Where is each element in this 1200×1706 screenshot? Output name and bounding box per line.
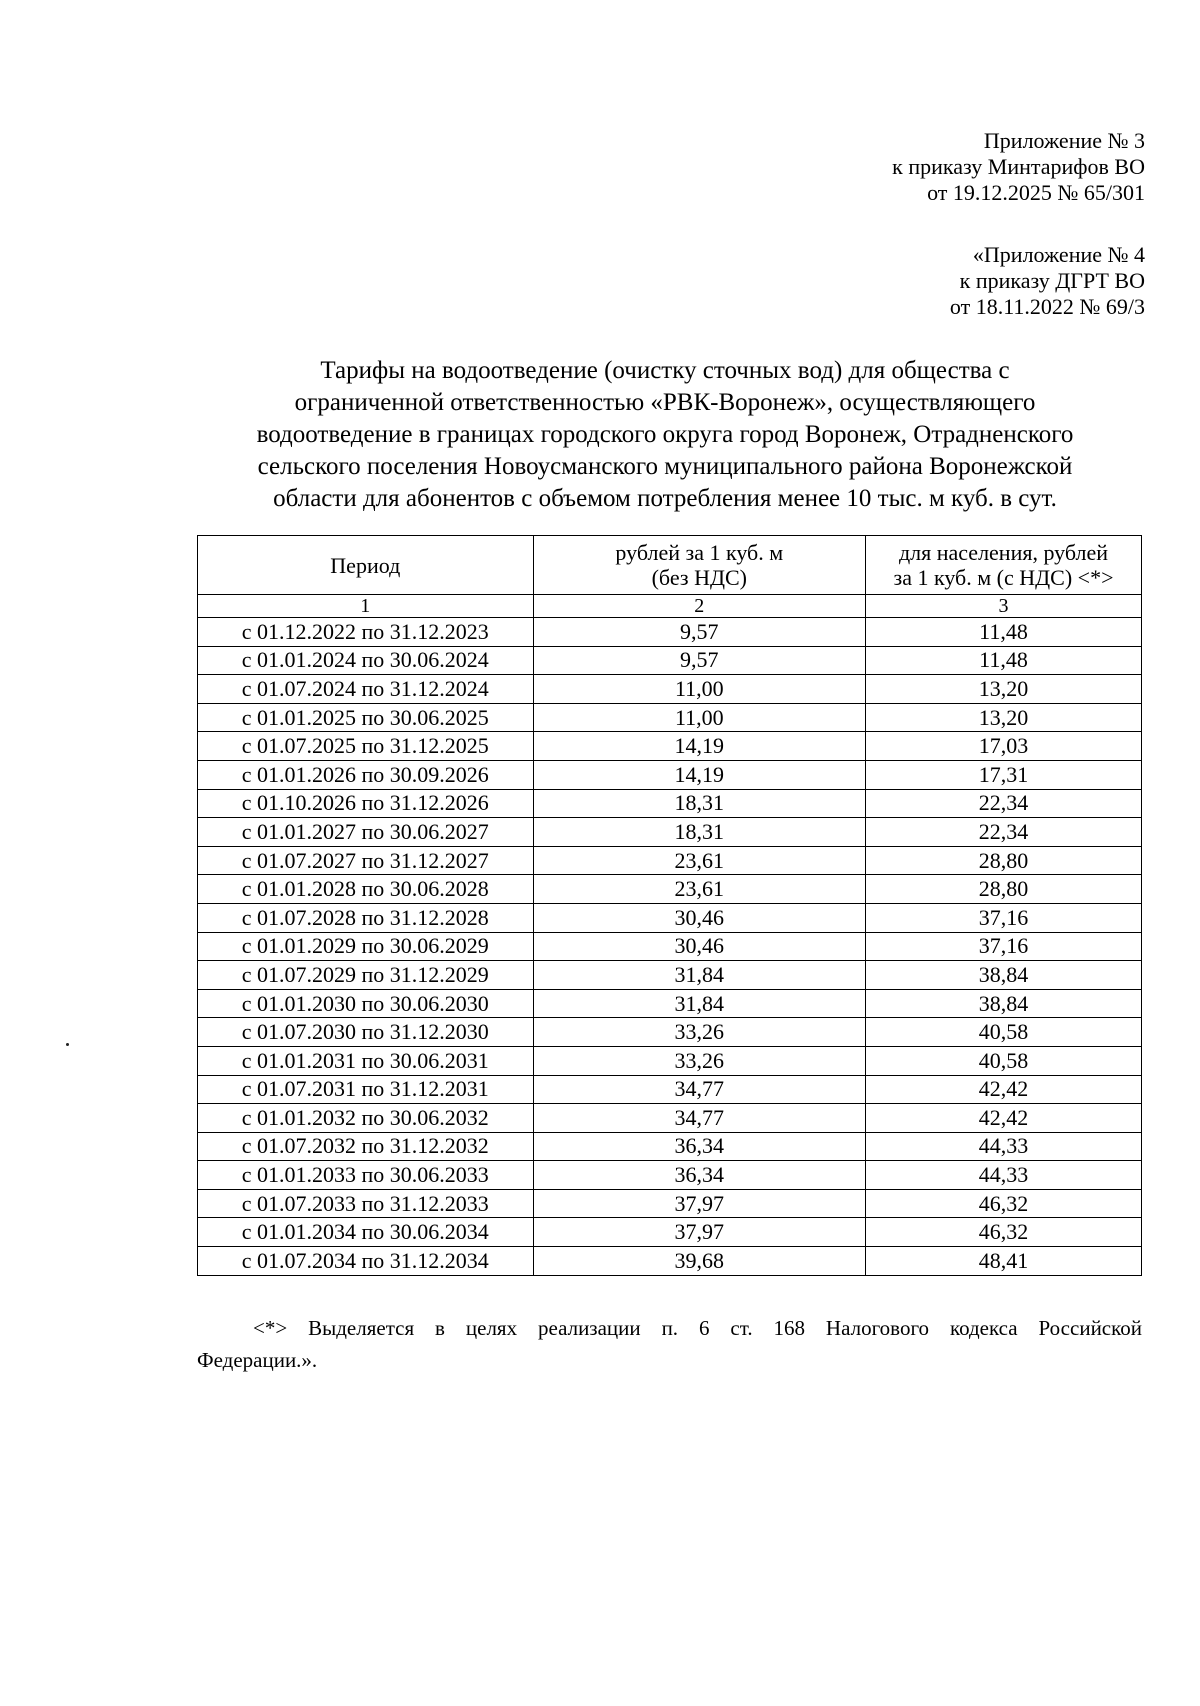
cell-no-vat: 14,19 xyxy=(533,760,865,789)
cell-period: с 01.07.2034 по 31.12.2034 xyxy=(198,1247,534,1276)
cell-with-vat: 37,16 xyxy=(866,932,1142,961)
table-row xyxy=(198,1189,1142,1218)
cell-period: с 01.01.2026 по 30.09.2026 xyxy=(198,760,534,789)
cell-no-vat: 11,00 xyxy=(533,703,865,732)
cell-with-vat: 28,80 xyxy=(866,875,1142,904)
annex-previous-header xyxy=(950,242,1145,320)
cell-with-vat: 11,48 xyxy=(866,646,1142,675)
column-number: 1 xyxy=(198,595,534,618)
cell-with-vat: 38,84 xyxy=(866,989,1142,1018)
cell-period: с 01.01.2032 по 30.06.2032 xyxy=(198,1104,534,1133)
cell-with-vat: 40,58 xyxy=(866,1018,1142,1047)
cell-period: с 01.07.2027 по 31.12.2027 xyxy=(198,846,534,875)
cell-no-vat: 36,34 xyxy=(533,1132,865,1161)
annex-current-line2: к приказу Минтарифов ВО xyxy=(892,154,1145,179)
cell-with-vat: 46,32 xyxy=(866,1218,1142,1247)
header-no-vat xyxy=(533,536,865,595)
cell-with-vat: 17,31 xyxy=(866,760,1142,789)
header-period xyxy=(198,536,534,595)
header-no-vat-line2: (без НДС) xyxy=(651,565,747,590)
table-row xyxy=(198,903,1142,932)
cell-no-vat: 18,31 xyxy=(533,818,865,847)
cell-no-vat: 9,57 xyxy=(533,618,865,647)
table-row xyxy=(198,732,1142,761)
cell-with-vat: 38,84 xyxy=(866,961,1142,990)
cell-no-vat: 18,31 xyxy=(533,789,865,818)
cell-with-vat: 13,20 xyxy=(866,703,1142,732)
cell-with-vat: 44,33 xyxy=(866,1132,1142,1161)
cell-period: с 01.01.2024 по 30.06.2024 xyxy=(198,646,534,675)
cell-with-vat: 37,16 xyxy=(866,903,1142,932)
column-number-row xyxy=(198,595,1142,618)
cell-no-vat: 30,46 xyxy=(533,932,865,961)
annex-current-header xyxy=(892,128,1145,206)
footnote xyxy=(197,1312,1142,1376)
table-row xyxy=(198,1132,1142,1161)
annex-previous-line3: от 18.11.2022 № 69/3 xyxy=(949,294,1145,319)
cell-with-vat: 22,34 xyxy=(866,789,1142,818)
table-body xyxy=(198,618,1142,1276)
header-period-label: Период xyxy=(330,552,401,578)
cell-with-vat: 46,32 xyxy=(866,1189,1142,1218)
title-line: Тарифы на водоотведение (очистку сточных вод) для общества с xyxy=(320,357,1010,384)
table-row xyxy=(198,675,1142,704)
cell-no-vat: 14,19 xyxy=(533,732,865,761)
annex-current-line1: Приложение № 3 xyxy=(983,128,1145,153)
cell-no-vat: 23,61 xyxy=(533,846,865,875)
table-row xyxy=(198,818,1142,847)
table-row xyxy=(198,703,1142,732)
cell-period: с 01.12.2022 по 31.12.2023 xyxy=(198,618,534,647)
table-row xyxy=(198,1218,1142,1247)
title-line: ограниченной ответственностью «РВК-Воронеж», осуществляющего xyxy=(294,389,1036,416)
table-row xyxy=(198,1046,1142,1075)
column-number: 2 xyxy=(533,595,865,618)
title-line: области для абонентов с объемом потребления менее 10 тыс. м куб. в сут. xyxy=(273,485,1057,512)
table-row xyxy=(198,618,1142,647)
table-row xyxy=(198,1161,1142,1190)
table-row xyxy=(198,989,1142,1018)
header-population xyxy=(866,536,1142,595)
cell-with-vat: 22,34 xyxy=(866,818,1142,847)
table-row xyxy=(198,1018,1142,1047)
cell-no-vat: 11,00 xyxy=(533,675,865,704)
cell-period: с 01.01.2034 по 30.06.2034 xyxy=(198,1218,534,1247)
cell-with-vat: 40,58 xyxy=(866,1046,1142,1075)
cell-period: с 01.01.2029 по 30.06.2029 xyxy=(198,932,534,961)
cell-period: с 01.01.2030 по 30.06.2030 xyxy=(198,989,534,1018)
cell-no-vat: 31,84 xyxy=(533,961,865,990)
title-line: сельского поселения Новоусманского муниципального района Воронежской xyxy=(257,453,1073,480)
cell-with-vat: 44,33 xyxy=(866,1161,1142,1190)
cell-period: с 01.01.2031 по 30.06.2031 xyxy=(198,1046,534,1075)
cell-period: с 01.07.2029 по 31.12.2029 xyxy=(198,961,534,990)
cell-period: с 01.01.2028 по 30.06.2028 xyxy=(198,875,534,904)
table-row xyxy=(198,646,1142,675)
footnote-line2: Федерации.». xyxy=(197,1348,318,1372)
cell-with-vat: 17,03 xyxy=(866,732,1142,761)
annex-previous-line1: «Приложение № 4 xyxy=(972,242,1145,267)
cell-period: с 01.01.2025 по 30.06.2025 xyxy=(198,703,534,732)
cell-period: с 01.01.2027 по 30.06.2027 xyxy=(198,818,534,847)
cell-no-vat: 36,34 xyxy=(533,1161,865,1190)
cell-with-vat: 28,80 xyxy=(866,846,1142,875)
table-row xyxy=(198,846,1142,875)
table-header-row xyxy=(198,536,1142,595)
table-row xyxy=(198,875,1142,904)
table-row xyxy=(198,789,1142,818)
cell-period: с 01.07.2033 по 31.12.2033 xyxy=(198,1189,534,1218)
table-row xyxy=(198,760,1142,789)
table-row xyxy=(198,932,1142,961)
cell-period: с 01.07.2030 по 31.12.2030 xyxy=(198,1018,534,1047)
cell-no-vat: 9,57 xyxy=(533,646,865,675)
header-no-vat-line1: рублей за 1 куб. м xyxy=(615,540,784,565)
cell-no-vat: 39,68 xyxy=(533,1247,865,1276)
header-population-line2: за 1 куб. м (с НДС) <*> xyxy=(893,565,1114,590)
title-line: водоотведение в границах городского округа город Воронеж, Отрадненского xyxy=(256,421,1074,448)
cell-period: с 01.07.2032 по 31.12.2032 xyxy=(198,1132,534,1161)
column-number: 3 xyxy=(866,595,1142,618)
cell-with-vat: 13,20 xyxy=(866,675,1142,704)
footnote-line1: <*> Выделяется в целях реализации п. 6 ст. 168 Налогового кодекса Российской xyxy=(253,1316,1142,1340)
annex-previous-line2: к приказу ДГРТ ВО xyxy=(959,268,1145,293)
table-row xyxy=(198,1075,1142,1104)
cell-no-vat: 37,97 xyxy=(533,1189,865,1218)
cell-period: с 01.10.2026 по 31.12.2026 xyxy=(198,789,534,818)
table-row xyxy=(198,961,1142,990)
annex-current-line3: от 19.12.2025 № 65/301 xyxy=(927,180,1145,205)
header-population-line1: для населения, рублей xyxy=(898,540,1109,565)
tariff-table xyxy=(197,535,1142,1276)
cell-with-vat: 11,48 xyxy=(866,618,1142,647)
cell-no-vat: 31,84 xyxy=(533,989,865,1018)
table-row xyxy=(198,1247,1142,1276)
cell-no-vat: 33,26 xyxy=(533,1046,865,1075)
cell-no-vat: 37,97 xyxy=(533,1218,865,1247)
cell-no-vat: 34,77 xyxy=(533,1104,865,1133)
document-title xyxy=(180,355,1150,515)
cell-period: с 01.07.2028 по 31.12.2028 xyxy=(198,903,534,932)
cell-no-vat: 34,77 xyxy=(533,1075,865,1104)
cell-period: с 01.07.2024 по 31.12.2024 xyxy=(198,675,534,704)
cell-period: с 01.01.2033 по 30.06.2033 xyxy=(198,1161,534,1190)
cell-period: с 01.07.2031 по 31.12.2031 xyxy=(198,1075,534,1104)
cell-with-vat: 42,42 xyxy=(866,1104,1142,1133)
cell-with-vat: 42,42 xyxy=(866,1075,1142,1104)
scan-speck xyxy=(66,1043,69,1046)
cell-period: с 01.07.2025 по 31.12.2025 xyxy=(198,732,534,761)
cell-no-vat: 23,61 xyxy=(533,875,865,904)
table-row xyxy=(198,1104,1142,1133)
cell-with-vat: 48,41 xyxy=(866,1247,1142,1276)
cell-no-vat: 33,26 xyxy=(533,1018,865,1047)
cell-no-vat: 30,46 xyxy=(533,903,865,932)
